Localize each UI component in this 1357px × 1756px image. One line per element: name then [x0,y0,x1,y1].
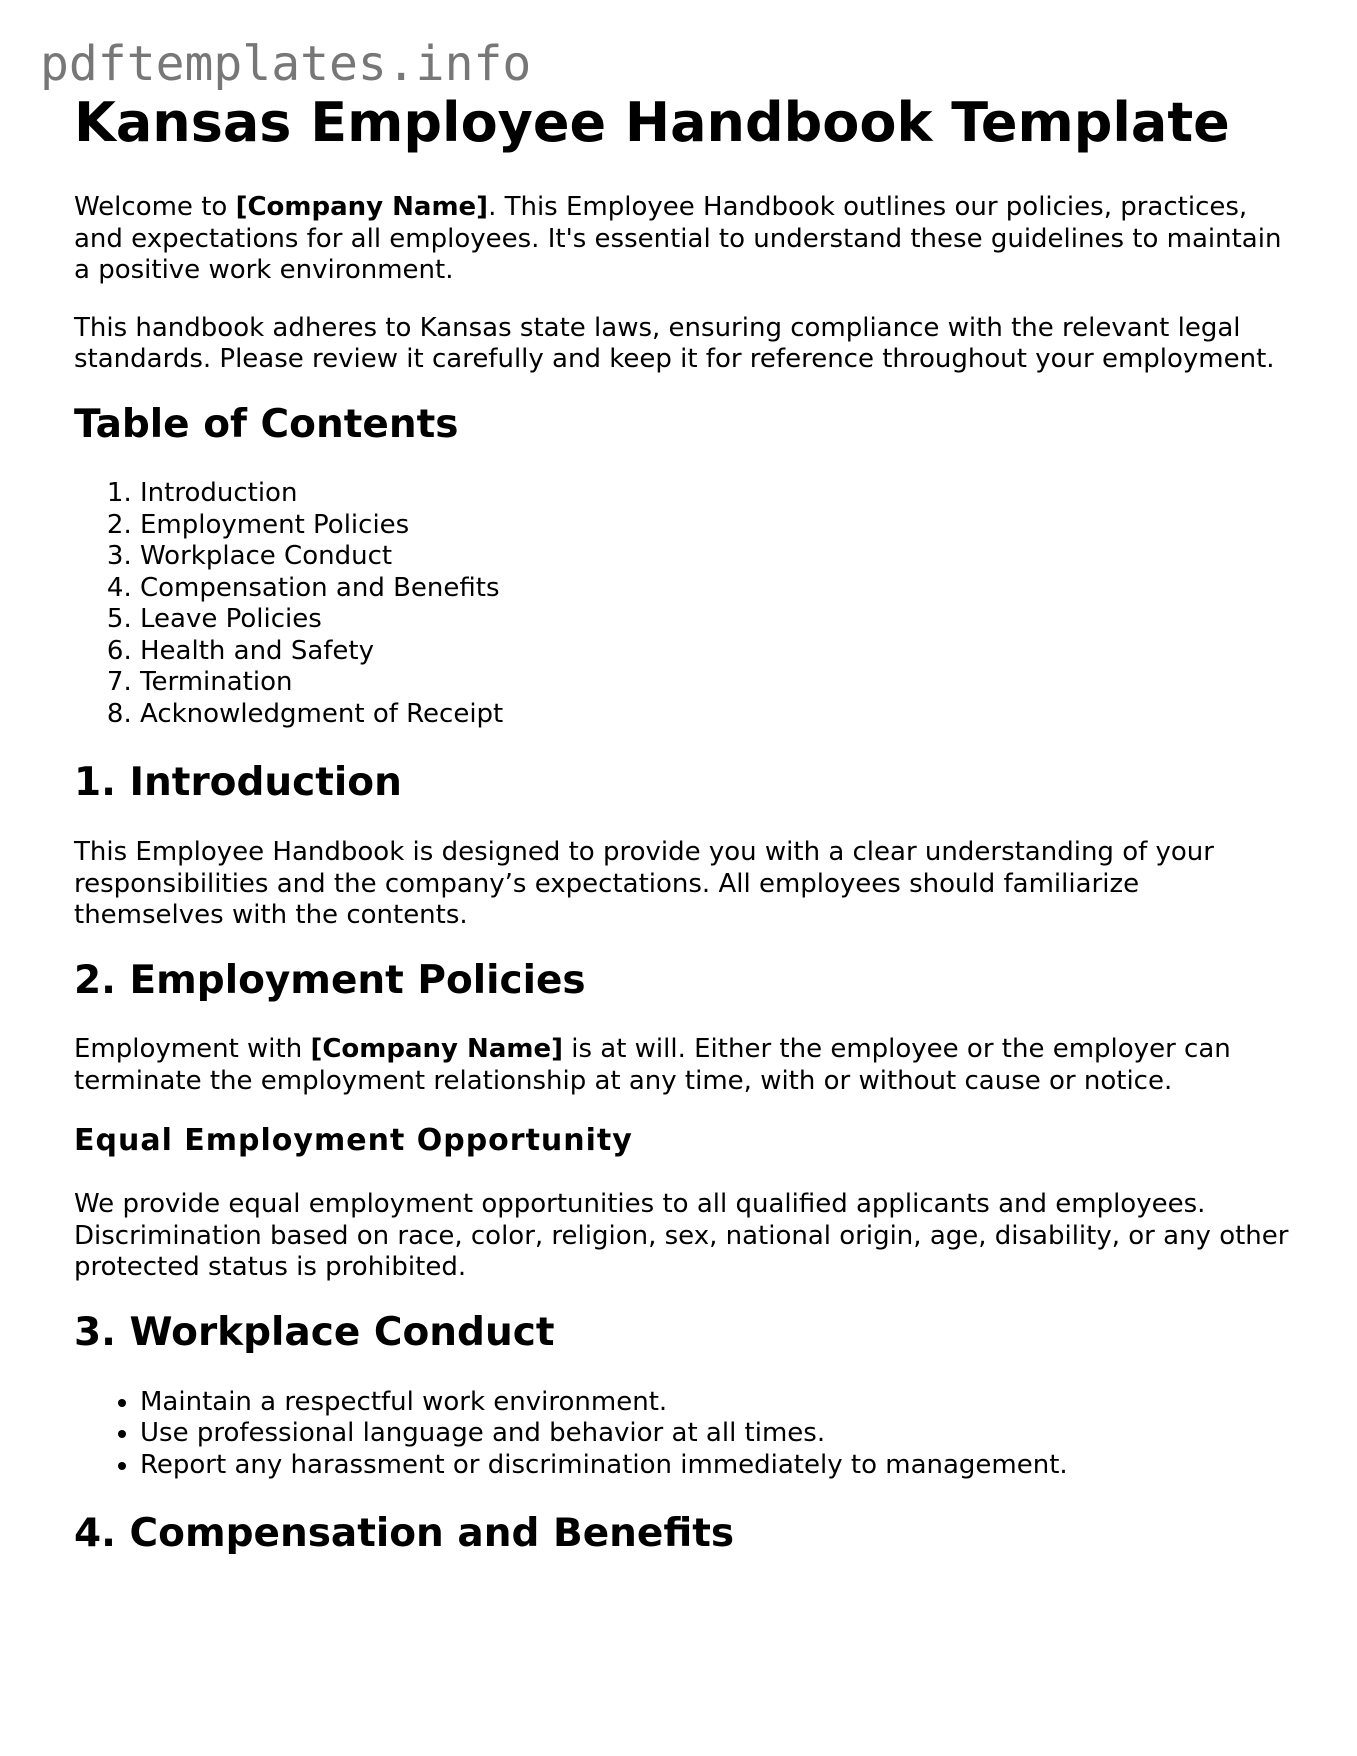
section-3-heading: 3. Workplace Conduct [74,1309,555,1355]
document-title: Kansas Employee Handbook Template [74,91,1230,154]
toc-item: 3. Workplace Conduct [140,541,1294,573]
toc-item: 1. Introduction [140,478,1294,510]
toc-item: 4. Compensation and Benefits [140,573,1294,605]
toc-item: 7. Termination [140,667,1294,699]
section-2-text-before: Employment with [74,1034,311,1065]
toc-list [74,478,1294,730]
section-2-text [74,1034,1294,1097]
eeo-heading: Equal Employment Opportunity [74,1123,633,1159]
section-4-heading: 4. Compensation and Benefits [74,1511,735,1557]
section-2-text-after: is at will. Either the employee or the employer can terminate the employment relationship at any time, with or without cause or notice. [74,1034,1231,1096]
toc-item: 5. Leave Policies [140,604,1294,636]
conduct-item: • Use professional language and behavior at all times. [140,1418,1294,1450]
toc-heading: Table of Contents [74,401,459,447]
company-name-placeholder: [Company Name] [235,192,489,223]
conduct-item: • Maintain a respectful work environment. [140,1387,1294,1419]
toc-item: 6. Health and Safety [140,636,1294,668]
toc-item: 2. Employment Policies [140,510,1294,542]
section-2-heading: 2. Employment Policies [74,957,586,1003]
eeo-text: We provide equal employment opportunities to all qualified applicants and employees. Discrimination based on race, color, religion, sex, national origin, age, disability, or any other protected status is prohibited. [74,1189,1289,1283]
section-1-heading: 1. Introduction [74,760,402,806]
intro-text-after: . This Employee Handbook outlines our policies, practices, and expectations for all employees. It's essential to understand these guidelines to maintain a positive work environment. [74,192,1282,286]
toc-item: 8. Acknowledgment of Receipt [140,699,1294,731]
conduct-list [74,1387,1294,1482]
conduct-item: • Report any harassment or discrimination immediately to management. [140,1450,1294,1482]
company-name-placeholder: [Company Name] [310,1034,563,1065]
intro-paragraph-2: This handbook adheres to Kansas state laws, ensuring compliance with the relevant legal standards. Please review it carefully and keep it for reference throughout your employment. [74,312,1275,375]
document-page [74,92,1294,1588]
watermark: pdftemplates.info [40,36,532,92]
intro-paragraph-1 [74,192,1294,287]
section-1-text: This Employee Handbook is designed to provide you with a clear understanding of your responsibilities and the company’s expectations. All employees should familiarize themselves with the contents. [74,837,1214,931]
intro-text-before: Welcome to [74,192,236,223]
